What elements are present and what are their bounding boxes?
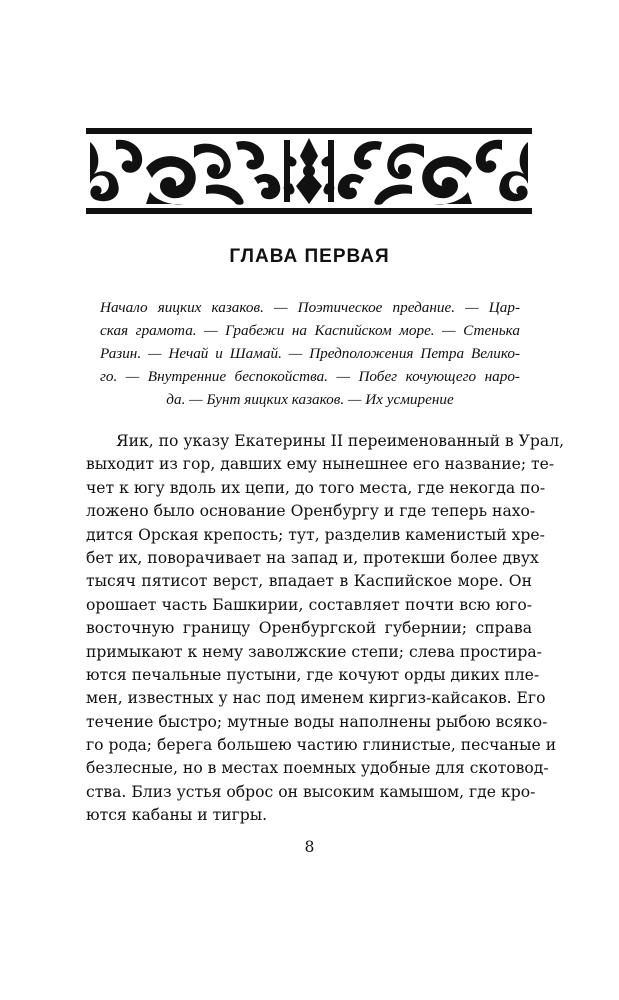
chapter-title: ГЛАВА ПЕРВАЯ	[229, 246, 390, 267]
body-line: безлесные, но в местах поемных удобные для скотовод-	[86, 759, 549, 778]
ornament-center-medallion	[284, 138, 335, 204]
body-line: ства. Близ устья оброс он высоким камышом, где кро-	[86, 782, 536, 801]
body-line: мен, известных у нас под именем киргиз-кайсаков. Его	[86, 689, 546, 708]
summary-line: го. — Внутренние беспокойства. — Побег кочующего наро-	[100, 368, 520, 385]
body-line: ются печальные пустыни, где кочуют орды диких пле-	[86, 665, 540, 684]
chapter-summary	[100, 296, 520, 411]
body-line: выходит из гор, давших ему нынешнее его название; те-	[86, 455, 555, 474]
body-line: го рода; берега большею частию глинистые, песчаные и	[86, 736, 557, 755]
body-line: тысяч пятисот верст, впадает в Каспийское море. Он	[86, 572, 532, 591]
body-line: ложено было основание Оренбургу и где теперь нахо-	[86, 502, 536, 521]
summary-line: да. — Бунт яицких казаков. — Их усмирение	[166, 391, 454, 408]
ornament-scrolls-left	[90, 140, 290, 205]
body-line: примыкают к нему заволжские степи; слева простира-	[86, 642, 542, 661]
summary-line: ская грамота. — Грабежи на Каспийском море. — Стенька	[100, 322, 520, 339]
ornament-bottom-border	[86, 208, 532, 214]
ornament-top-border	[86, 128, 532, 134]
summary-line: Начало яицких казаков. — Поэтическое предание. — Цар-	[100, 299, 520, 316]
body-line: бет их, поворачивает на запад и, протекши более двух	[86, 548, 539, 567]
body-line: течение быстро; мутные воды наполнены рыбою всяко-	[86, 712, 548, 731]
body-line: дится Орская крепость; тут, разделив каменистый хре-	[86, 525, 545, 544]
body-line: ются кабаны и тигры.	[86, 806, 268, 825]
ornament-svg	[86, 128, 532, 214]
body-line: орошает часть Башкирии, составляет почти всю юго-	[86, 595, 532, 614]
body-line: Яик, по указу Екатерины II переименованный в Урал,	[116, 432, 565, 450]
summary-line: Разин. — Нечай и Шамай. — Предположения Петра Велико-	[100, 345, 520, 362]
ornament-scrolls-right	[328, 140, 528, 205]
body-paragraph	[86, 430, 565, 828]
body-line: чет к югу вдоль их цепи, до того места, где некогда по-	[86, 478, 546, 497]
page-number: 8	[304, 838, 315, 856]
body-line: восточную границу Оренбургской губернии; справа	[86, 619, 532, 638]
decorative-ornament-banner	[86, 128, 532, 214]
